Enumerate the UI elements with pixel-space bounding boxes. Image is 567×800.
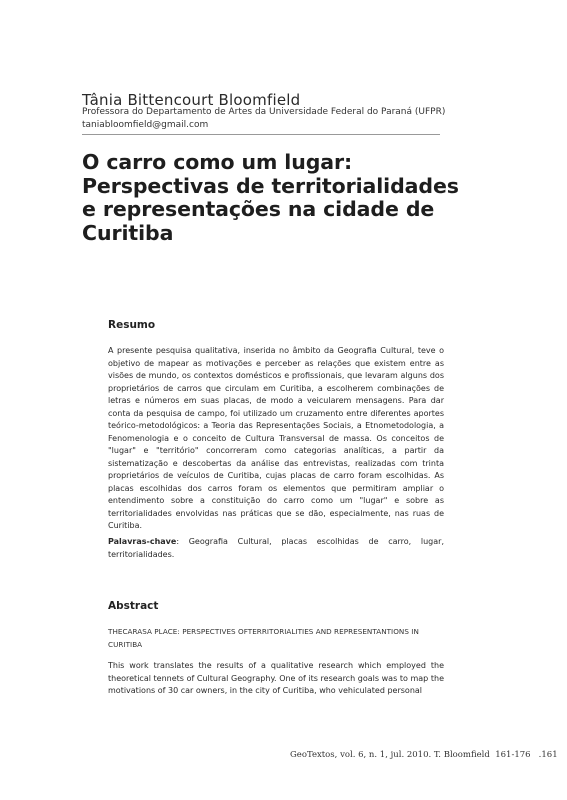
abstract-title: THECARASA PLACE: PERSPECTIVES OFTERRITORIALITIES AND REPRESENTANTIONS IN CURITIBA: [108, 627, 419, 649]
resumo-text: A presente pesquisa qualitativa, inserida no âmbito da Geografia Cultural, teve o objetivo de mapear as motivações e perceber as relações que existem entre as visões de mundo, os contextos domésticos e profissionais, que levaram alguns dos proprietários de carros que circulam em Curitiba, a escolherem combinações de letras e números em suas placas, de modo a veicularem mensagens. Para dar conta da pesquisa de campo, foi utilizado um cruzamento entre diferentes aportes teórico-metodológicos: a Teoria das Representações Sociais, a Etnometodologia, a Fenomenologia e o conceito de Cultura Transversal de massa. Os conceitos de "lugar" e "território" concorreram como categorias analíticas, a partir da sistematização e descobertas da análise das entrevistas, realizadas com trinta proprietários de veículos de Curitiba, cujas placas de carro foram escolhidas. As placas escolhidas dos carros foram os elementos que permitiram ampliar o entendimento sobre a constituição do carro como um "lugar" e sobre as territorialidades envolvidas nas práticas que se dão, especialmente, nas ruas de Curitiba.: [108, 346, 444, 530]
resumo-heading: Resumo: [108, 319, 156, 331]
author-email[interactable]: taniabloomfield@gmail.com: [82, 120, 209, 130]
abstract-heading: Abstract: [108, 600, 159, 612]
author-affiliation-block: [82, 106, 445, 132]
keywords: [108, 536, 444, 561]
title-line: e representações na cidade de: [82, 197, 435, 221]
author-name: Tânia Bittencourt Bloomfield: [82, 91, 301, 109]
header-divider: [82, 134, 440, 135]
page-number: .161: [538, 750, 558, 760]
page-footer: [290, 750, 558, 760]
title-line: Curitiba: [82, 220, 174, 245]
article-title: [82, 151, 482, 245]
keywords-label: Palavras-chave: [108, 537, 177, 546]
author-affiliation: Professora do Departamento de Artes da Universidade Federal do Paraná (UFPR): [82, 107, 446, 117]
footer-citation: GeoTextos, vol. 6, n. 1, jul. 2010. T. Bloomfield 161-176: [290, 750, 531, 760]
keywords-list: : Geografia Cultural, placas escolhidas de carro, lugar, territorialidades.: [108, 537, 444, 559]
title-line: Perspectivas de territorialidades: [82, 173, 459, 198]
title-line: O carro como um lugar:: [82, 150, 353, 174]
abstract-text: This work translates the results of a qualitative research which employed the theoretical tennets of Cultural Geography. One of its research goals was to map the motivations of 30 car owners, in the city of Curitiba, who vehiculated personal: [108, 661, 444, 695]
